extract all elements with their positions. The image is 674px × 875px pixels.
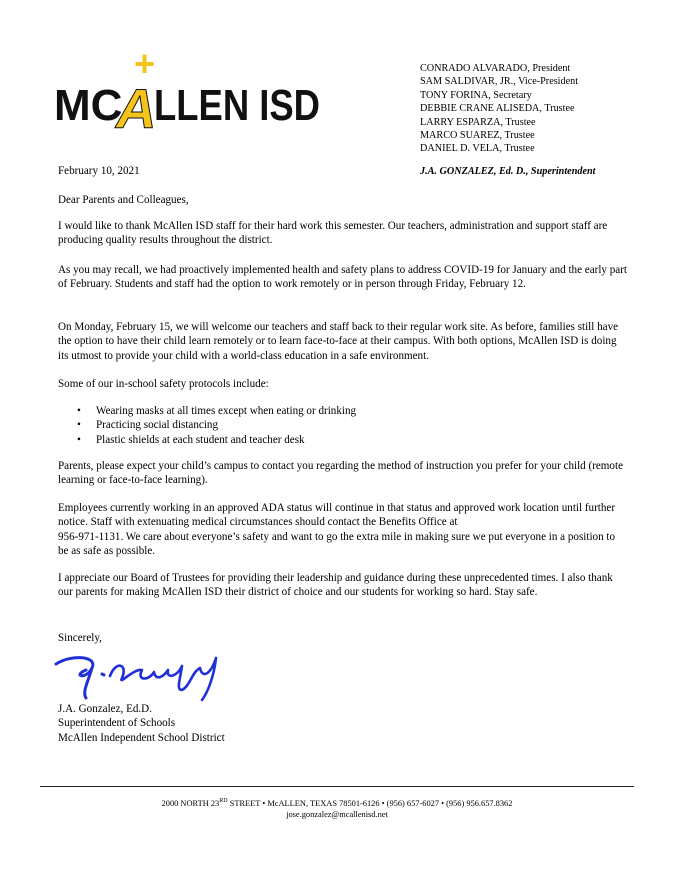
- list-item: • Plastic shields at each student and teacher desk: [77, 433, 305, 446]
- paragraph-employees-part1: Employees currently working in an approved ADA status will continue in that status and approved work location until further notice. Staff with extenuating medical circumstances should contact the Benefits Office at: [58, 502, 616, 529]
- mcallen-isd-logo: [50, 43, 325, 140]
- board-member: DEBBIE CRANE ALISEDA, Trustee: [420, 103, 575, 115]
- list-item: • Wearing masks at all times except when eating or drinking: [77, 405, 357, 417]
- footer-email[interactable]: jose.gonzalez@mcallenisd.net: [286, 809, 388, 819]
- footer-divider: [40, 786, 634, 787]
- signer-organization: McAllen Independent School District: [58, 731, 225, 744]
- paragraph-employees: [58, 501, 628, 559]
- handwritten-signature: [52, 646, 252, 704]
- board-member: TONY FORINA, Secretary: [420, 89, 532, 101]
- board-of-trustees-list: [420, 62, 578, 156]
- logo-text-llen-isd: LLEN ISD: [154, 81, 320, 130]
- letter-date: February 10, 2021: [58, 165, 140, 177]
- paragraph-employees-part2: 956-971-1131. We care about everyone’s safety and want to go the extra mile in making sure we put everyone in a position to be as safe as possible.: [58, 530, 616, 558]
- footer-address: 2000 NORTH 23RD STREET • McALLEN, TEXAS 78501-6126 • (956) 657-6027 • (956) 956.657.8362: [161, 798, 513, 808]
- list-item: • Practicing social distancing: [77, 419, 218, 432]
- signer-block: [58, 702, 628, 745]
- logo-text-mc: MC: [54, 81, 123, 130]
- board-member: DANIEL D. VELA, Trustee: [420, 143, 535, 155]
- signer-title: Superintendent of Schools: [58, 717, 176, 730]
- board-member: SAM SALDIVAR, JR., Vice-President: [420, 76, 579, 88]
- superintendent-heading: J.A. GONZALEZ, Ed. D., Superintendent: [420, 166, 596, 177]
- bullet-icon: •: [77, 405, 81, 417]
- letter-closing: Sincerely,: [58, 632, 102, 644]
- signer-name: J.A. Gonzalez, Ed.D.: [58, 703, 152, 715]
- bullet-icon: •: [77, 419, 81, 432]
- paragraph-thanks: I would like to thank McAllen ISD staff for their hard work this semester. Our teachers, administration and support staff are producing quality results throughout the district.: [58, 220, 608, 247]
- letter-greeting: Dear Parents and Colleagues,: [58, 194, 189, 206]
- logo-letter-a: A: [116, 77, 157, 140]
- logo-plus: +: [134, 43, 156, 84]
- paragraph-return: On Monday, February 15, we will welcome our teachers and staff back to their regular work site. As before, families still have the option to have their child learn remotely or to learn face-to-face at their campus. With both options, McAllen ISD is doing its utmost to provide your child with a world-class education in a safe environment.: [58, 321, 619, 362]
- board-member: MARCO SUAREZ, Trustee: [420, 130, 535, 142]
- paragraph-protocols-intro: Some of our in-school safety protocols include:: [58, 378, 269, 390]
- safety-protocol-list: [58, 404, 628, 447]
- paragraph-appreciation: I appreciate our Board of Trustees for providing their leadership and guidance during these unprecedented times. I also thank our parents for making McAllen ISD their district of choice and our students for working so hard. Stay safe.: [58, 572, 613, 599]
- paragraph-covid-plans: As you may recall, we had proactively implemented health and safety plans to address COVID-19 for January and the early part of February. Students and staff had the option to work remotely or in person through Friday, February 12.: [58, 264, 627, 291]
- paragraph-parents: Parents, please expect your child’s campus to contact you regarding the method of instruction you prefer for your child (remote learning or face-to-face learning).: [58, 460, 623, 487]
- bullet-icon: •: [77, 433, 81, 446]
- board-member: LARRY ESPARZA, Trustee: [420, 116, 536, 128]
- board-member: CONRADO ALVARADO, President: [420, 63, 571, 74]
- footer: [40, 796, 634, 820]
